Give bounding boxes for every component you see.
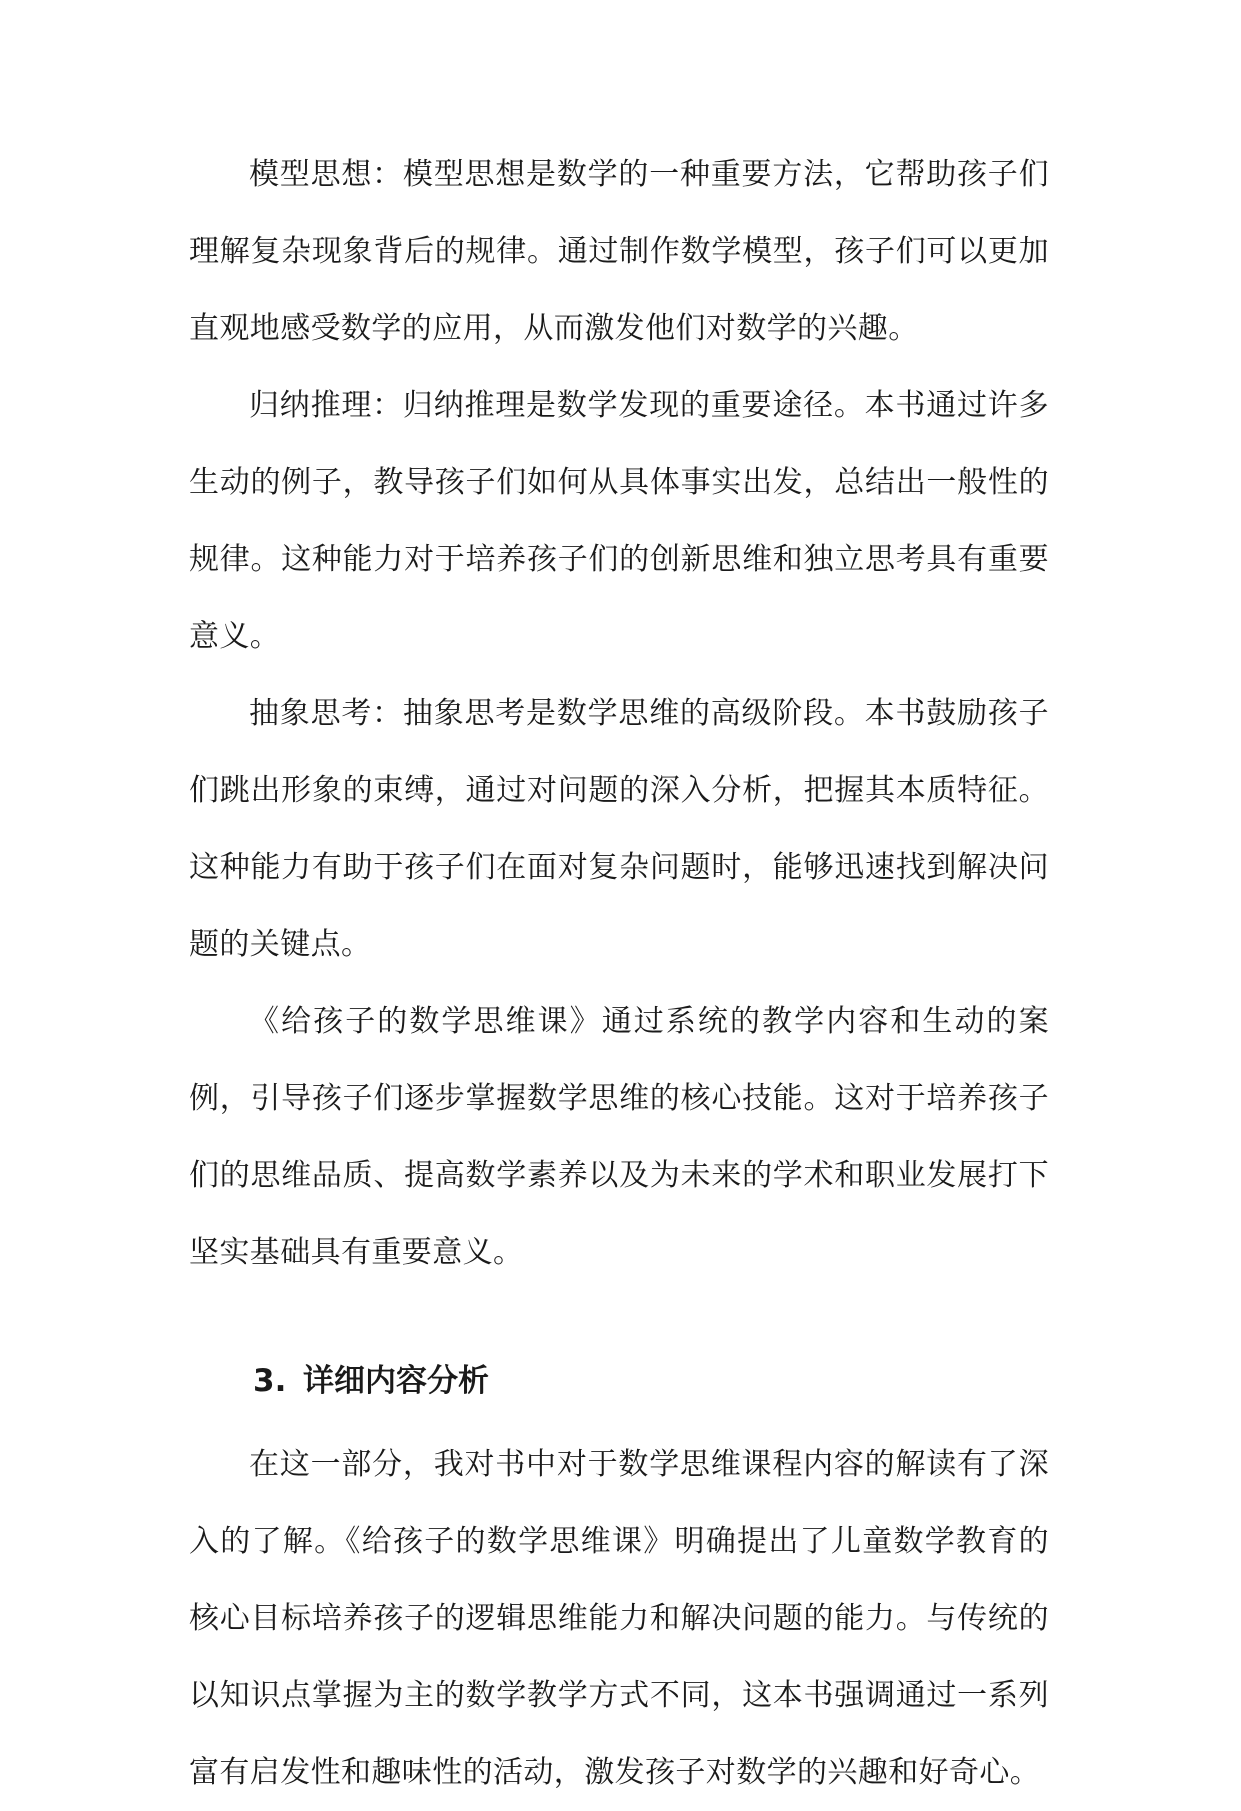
- section-title: 详细内容分析: [303, 1363, 489, 1399]
- section-heading: [189, 1346, 1049, 1416]
- paragraph-book-summary: 《给孩子的数学思维课》通过系统的教学内容和生动的案例，引导孩子们逐步掌握数学思维的核心技能。这对于培养孩子们的思维品质、提高数学素养以及为未来的学术和职业发展打下坚实基础具有重要意义。: [189, 1004, 1049, 1270]
- page-content: [189, 136, 1049, 1811]
- paragraph-abstract-thinking: 抽象思考：抽象思考是数学思维的高级阶段。本书鼓励孩子们跳出形象的束缚，通过对问题的深入分析，把握其本质特征。这种能力有助于孩子们在面对复杂问题时，能够迅速找到解决问题的关键点。: [189, 696, 1049, 962]
- section-number: 3.: [253, 1363, 287, 1399]
- paragraph-model-thinking: 模型思想：模型思想是数学的一种重要方法，它帮助孩子们理解复杂现象背后的规律。通过制作数学模型，孩子们可以更加直观地感受数学的应用，从而激发他们对数学的兴趣。: [189, 157, 1049, 346]
- paragraph-detailed-analysis: 在这一部分，我对书中对于数学思维课程内容的解读有了深入的了解。《给孩子的数学思维课》明确提出了儿童数学教育的核心目标培养孩子的逻辑思维能力和解决问题的能力。与传统的以知识点掌握为主的数学教学方式不同，这本书强调通过一系列富有启发性和趣味性的活动，激发孩子对数学的兴趣和好奇心。: [189, 1447, 1049, 1790]
- paragraph-inductive-reasoning: 归纳推理：归纳推理是数学发现的重要途径。本书通过许多生动的例子，教导孩子们如何从具体事实出发，总结出一般性的规律。这种能力对于培养孩子们的创新思维和独立思考具有重要意义。: [189, 388, 1049, 654]
